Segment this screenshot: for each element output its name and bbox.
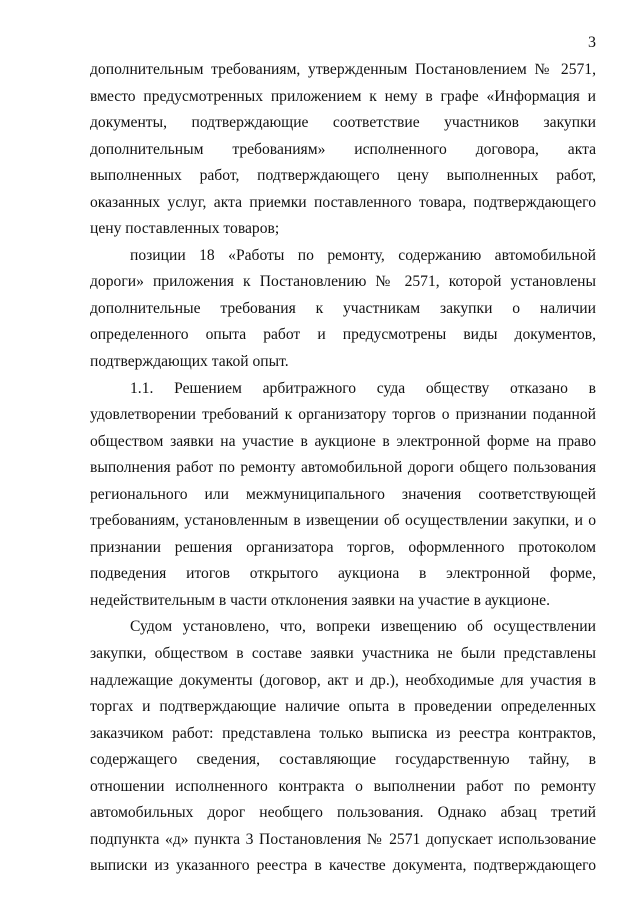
text-line: торгах и подтверждающие наличие опыта в проведении определенных: [90, 698, 596, 716]
text-line: содержащего сведения, составляющие государственную тайну, в: [90, 751, 596, 769]
text-line: выписки из указанного реестра в качестве документа, подтверждающего: [90, 857, 596, 875]
text-line: дополнительным требованиям, утвержденным Постановлением № 2571,: [90, 61, 596, 78]
text-line: регионального или межмуниципального значения соответствующей: [90, 485, 596, 503]
text-line: недействительным в части отклонения заявки на участие в аукционе.: [90, 591, 550, 609]
page-number: 3: [588, 34, 596, 51]
text-line: 1.1. Решением арбитражного суда обществу отказано в: [130, 379, 596, 397]
text-line: дороги» приложения к Постановлению № 2571, которой установлены: [90, 273, 596, 291]
text-line: требованиям, установленным в извещении об осуществлении закупки, и о: [90, 512, 596, 530]
text-line: закупки, обществом в составе заявки участника не были представлены: [90, 645, 596, 663]
text-line: позиции 18 «Работы по ремонту, содержанию автомобильной: [130, 246, 596, 264]
text-line: вместо предусмотренных приложением к нему в графе «Информация и: [90, 87, 596, 105]
text-line: дополнительным требованиям» исполненного договора, акта: [90, 140, 596, 158]
document-body: [90, 57, 596, 880]
text-line: подведения итогов открытого аукциона в электронной форме,: [90, 565, 596, 583]
text-line: определенного опыта работ и предусмотрены виды документов,: [90, 326, 596, 344]
text-line: подтверждающих такой опыт.: [90, 353, 289, 371]
text-line: выполненных работ, подтверждающего цену выполненных работ,: [90, 167, 596, 185]
text-line: признании решения организатора торгов, оформленного протоколом: [90, 538, 596, 556]
text-line: удовлетворении требований к организатору торгов о признании поданной: [90, 406, 596, 424]
text-line: дополнительные требования к участникам закупки о наличии: [90, 299, 596, 317]
text-line: обществом заявки на участие в аукционе в электронной форме на право: [90, 432, 596, 450]
text-line: выполнения работ по ремонту автомобильной дороги общего пользования: [90, 459, 596, 477]
text-line: цену поставленных товаров;: [90, 220, 280, 238]
text-line: заказчиком работ: представлена только выписка из реестра контрактов,: [90, 724, 596, 742]
text-line: отношении исполненного контракта о выполнении работ по ремонту: [90, 777, 596, 795]
text-line: Судом установлено, что, вопреки извещению об осуществлении: [130, 618, 596, 636]
text-line: оказанных услуг, акта приемки поставленного товара, подтверждающего: [90, 193, 596, 211]
text-line: автомобильных дорог необщего пользования. Однако абзац третий: [90, 804, 596, 822]
text-line: подпункта «д» пункта 3 Постановления № 2571 допускает использование: [90, 830, 596, 848]
text-line: документы, подтверждающие соответствие участников закупки: [90, 114, 596, 132]
text-line: надлежащие документы (договор, акт и др.), необходимые для участия в: [90, 671, 596, 689]
